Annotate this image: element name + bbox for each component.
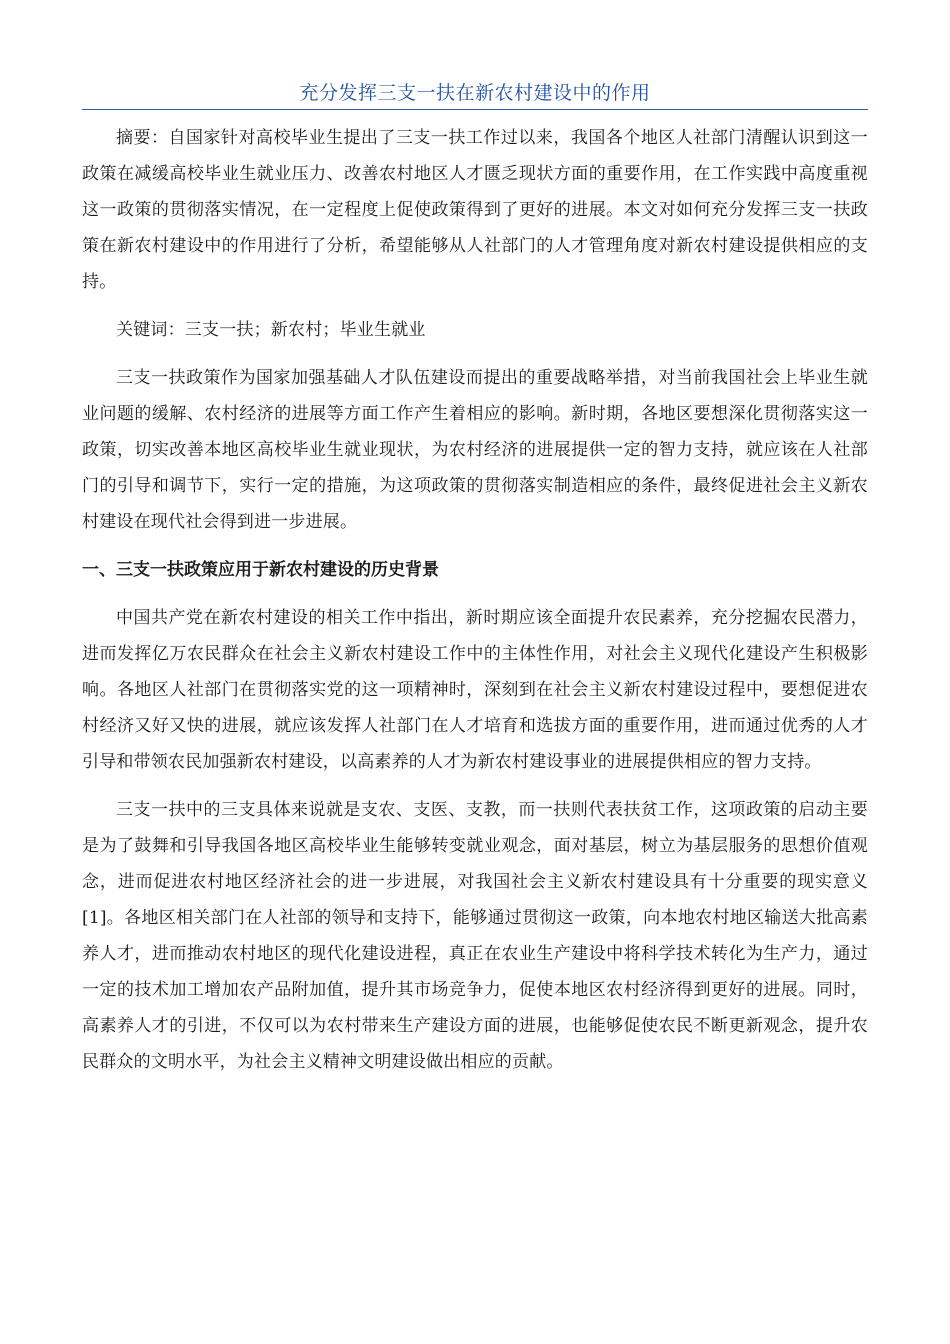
document-page (82, 78, 868, 1080)
section-heading-1: 一、三支一扶政策应用于新农村建设的历史背景 (82, 560, 439, 580)
keywords-line: 关键词：三支一扶；新农村；毕业生就业 (116, 320, 426, 340)
section1-paragraph-2: 三支一扶中的三支具体来说就是支农、支医、支教，而一扶则代表扶贫工作，这项政策的启动主要是为了鼓舞和引导我国各地区高校毕业生能够转变就业观念，面对基层，树立为基层服务的思想价值观念，进而促进农村地区经济社会的进一步进展，对我国社会主义新农村建设具有十分重要的现实意义[1]。各地区相关部门在人社部的领导和支持下，能够通过贯彻这一政策，向本地农村地区输送大批高素养人才，进而推动农村地区的现代化建设进程，真正在农业生产建设中将科学技术转化为生产力，通过一定的技术加工增加农产品附加值，提升其市场竞争力，促使本地区农村经济得到更好的进展。同时，高素养人才的引进，不仅可以为农村带来生产建设方面的进展，也能够促使农民不断更新观念，提升农民群众的文明水平，为社会主义精神文明建设做出相应的贡献。 (82, 800, 868, 1072)
document-header-title: 充分发挥三支一扶在新农村建设中的作用 (82, 78, 868, 110)
section1-paragraph-1: 中国共产党在新农村建设的相关工作中指出，新时期应该全面提升农民素养，充分挖掘农民潜力，进而发挥亿万农民群众在社会主义新农村建设工作中的主体性作用，对社会主义现代化建设产生积极影响。各地区人社部门在贯彻落实党的这一项精神时，深刻到在社会主义新农村建设过程中，要想促进农村经济又好又快的进展，就应该发挥人社部门在人才培育和选拔方面的重要作用，进而通过优秀的人才引导和带领农民加强新农村建设，以高素养的人才为新农村建设事业的进展提供相应的智力支持。 (82, 608, 868, 772)
abstract-paragraph: 摘要：自国家针对高校毕业生提出了三支一扶工作过以来，我国各个地区人社部门清醒认识到这一政策在减缓高校毕业生就业压力、改善农村地区人才匮乏现状方面的重要作用，在工作实践中高度重视这一政策的贯彻落实情况，在一定程度上促使政策得到了更好的进展。本文对如何充分发挥三支一扶政策在新农村建设中的作用进行了分析，希望能够从人社部门的人才管理角度对新农村建设提供相应的支持。 (82, 128, 868, 292)
intro-paragraph: 三支一扶政策作为国家加强基础人才队伍建设而提出的重要战略举措，对当前我国社会上毕业生就业问题的缓解、农村经济的进展等方面工作产生着相应的影响。新时期，各地区要想深化贯彻落实这一政策，切实改善本地区高校毕业生就业现状，为农村经济的进展提供一定的智力支持，就应该在人社部门的引导和调节下，实行一定的措施，为这项政策的贯彻落实制造相应的条件，最终促进社会主义新农村建设在现代社会得到进一步进展。 (82, 368, 868, 532)
